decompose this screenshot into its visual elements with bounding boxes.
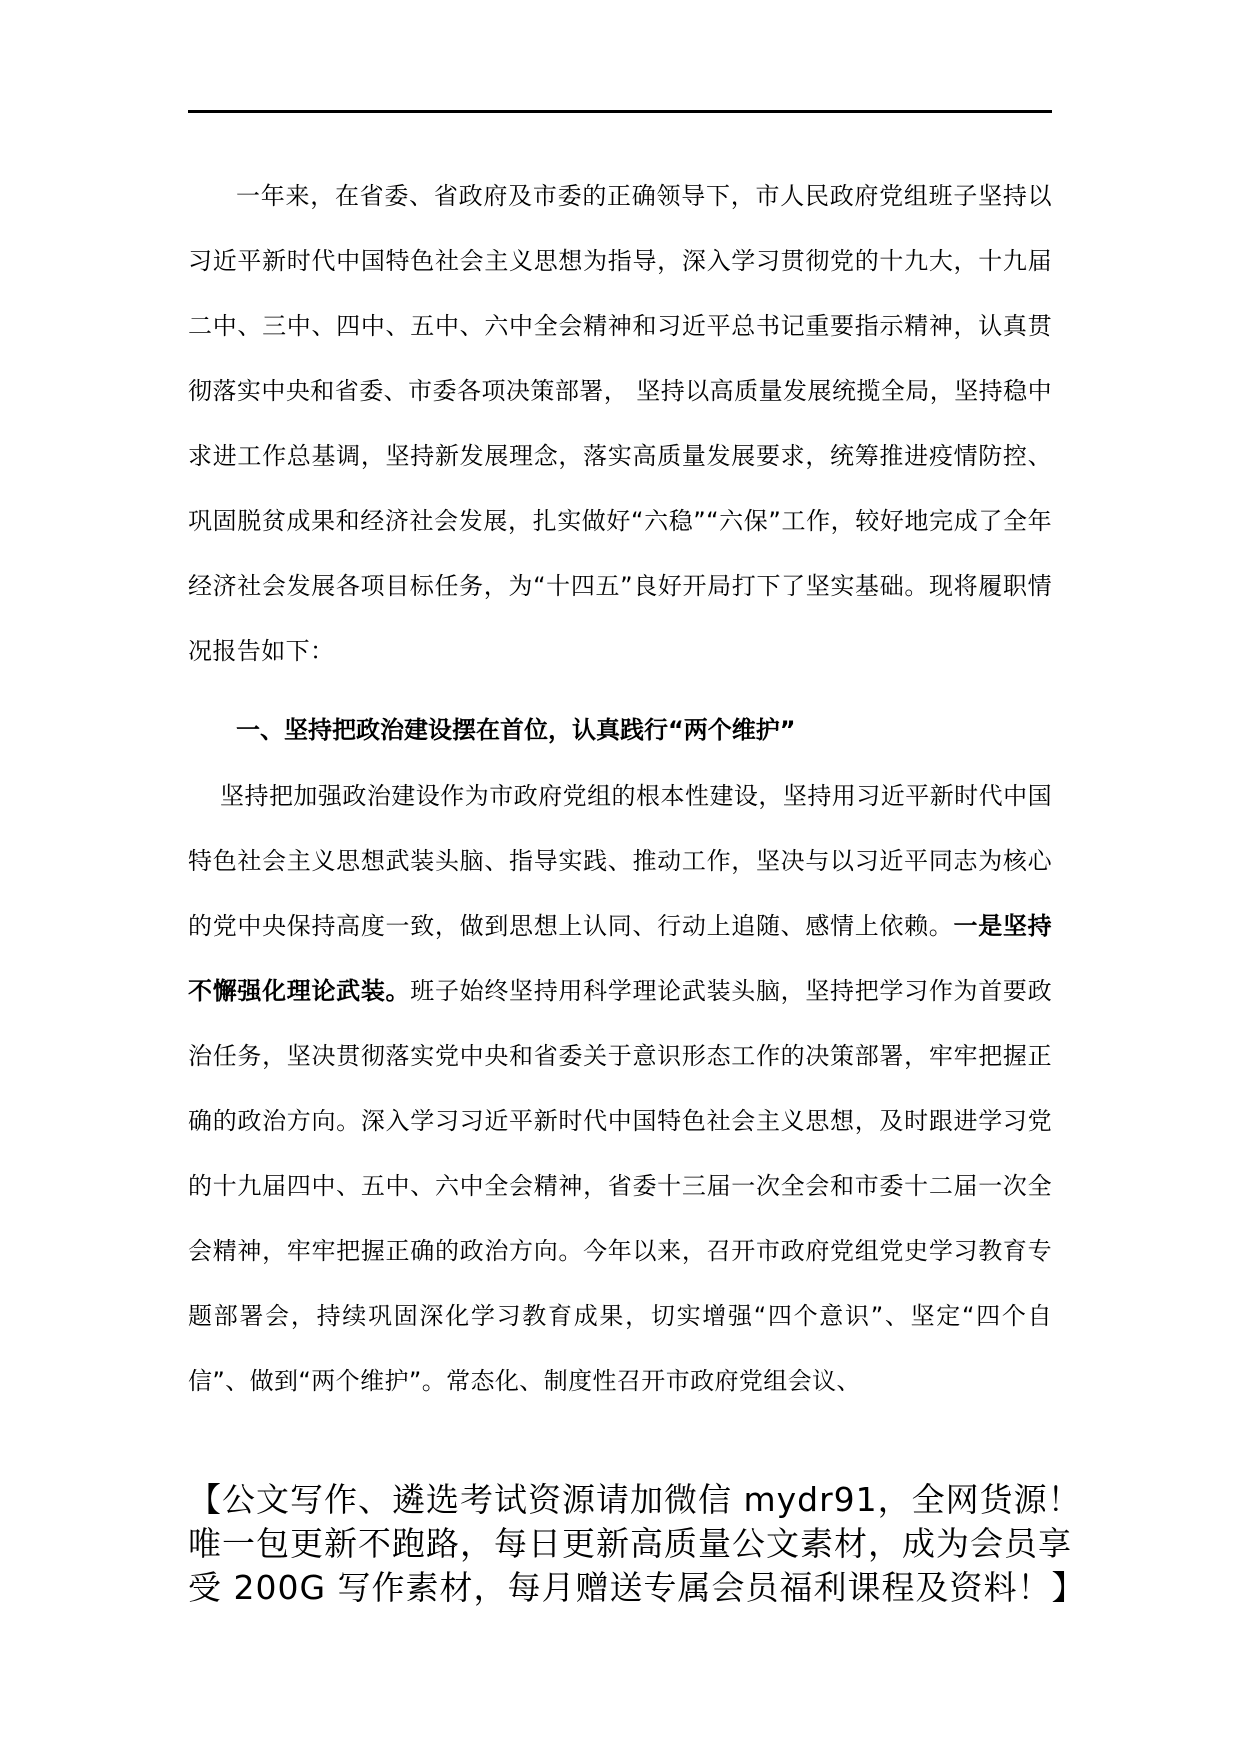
paragraph-section-1-intro: 坚持把加强政治建设作为市政府党组的根本性建设，坚持用习近平新时代中国特色社会主义思想武装头脑、指导实践、推动工作，坚决与以习近平同志为核心的党中央保持高度一致，做到思想上认同、行动上追随、感情上依赖。: [188, 782, 1052, 940]
paragraph-section-1: [188, 764, 1052, 1414]
promo-notice: 【公文写作、遴选考试资源请加微信 mydr91，全网货源！唯一包更新不跑路，每日更新高质量公文素材，成为会员享受 200G 写作素材，每月赠送专属会员福利课程及资料！】: [188, 1480, 1086, 1607]
header-rule: [188, 110, 1052, 113]
paragraph-section-1-rest: 班子始终坚持用科学理论武装头脑，坚持把学习作为首要政治任务，坚决贯彻落实党中央和省委关于意识形态工作的决策部署，牢牢把握正确的政治方向。深入学习习近平新时代中国特色社会主义思想，及时跟进学习党的十九届四中、五中、六中全会精神，省委十三届一次全会和市委十二届一次全会精神，牢牢把握正确的政治方向。今年以来，召开市政府党组党史学习教育专题部署会，持续巩固深化学习教育成果，切实增强“四个意识”、坚定“四个自信”、做到“两个维护”。常态化、制度性召开市政府党组会议、: [188, 977, 1052, 1395]
paragraph-intro: 一年来，在省委、省政府及市委的正确领导下，市人民政府党组班子坚持以习近平新时代中国特色社会主义思想为指导，深入学习贯彻党的十九大，十九届二中、三中、四中、五中、六中全会精神和习近平总书记重要指示精神，认真贯彻落实中央和省委、市委各项决策部署， 坚持以高质量发展统揽全局，坚持稳中求进工作总基调，坚持新发展理念，落实高质量发展要求，统筹推进疫情防控、巩固脱贫成果和经济社会发展，扎实做好“六稳”“六保”工作，较好地完成了全年经济社会发展各项目标任务，为“十四五”良好开局打下了坚实基础。现将履职情况报告如下：: [188, 182, 1052, 665]
section-heading-1: 一、坚持把政治建设摆在首位，认真践行“两个维护”: [236, 716, 796, 744]
paragraph-section-1-bold-point: 一是坚持不懈强化理论武装。: [188, 912, 1052, 1005]
